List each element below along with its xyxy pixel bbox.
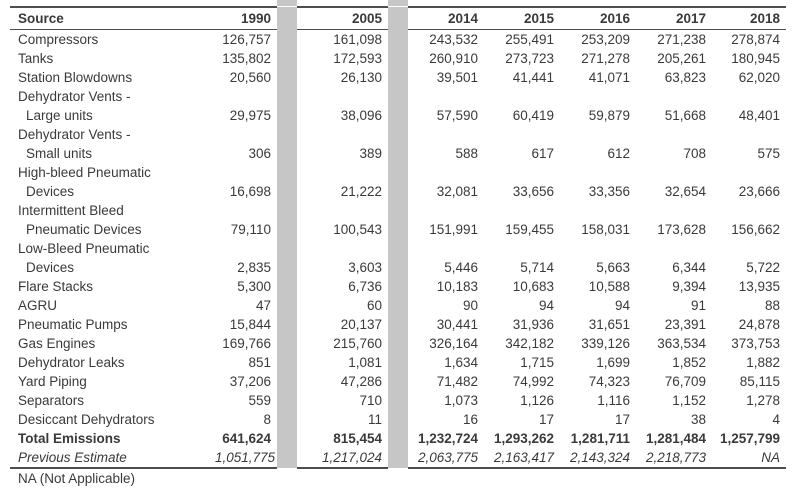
value-cell: 62,020 [738,70,780,85]
value-cell: 1,882 [746,355,780,370]
column-header-2015: 2015 [484,7,560,30]
source-cell: Pneumatic Pumps [18,317,128,332]
value-cell: 5,446 [444,260,478,275]
column-header-2018: 2018 [712,7,786,30]
spacer-cell [388,182,408,201]
table-row [10,144,786,163]
value-cell: 255,491 [505,32,554,47]
value-cell: 47,286 [340,374,382,389]
value-cell: 59,879 [588,108,630,123]
value-cell: 373,753 [731,336,780,351]
table-row [10,239,786,258]
value-cell: 1,126 [520,393,554,408]
value-cell [215,163,277,182]
table-row [10,68,786,87]
spacer-cell [388,144,408,163]
column-header-2005: 2005 [297,7,388,30]
spacer-column [277,7,297,30]
column-header-2016: 2016 [560,7,636,30]
spacer-cell [277,87,297,106]
value-cell: 91 [690,298,706,313]
spacer-cell [388,87,408,106]
source-cell: Devices [26,260,75,275]
spacer-cell [277,391,297,410]
source-cell: High-bleed Pneumatic [18,165,151,180]
table-footnote: NA (Not Applicable) [18,471,136,486]
source-cell: Tanks [18,51,54,66]
value-cell: 1,152 [672,393,706,408]
table-row [10,391,786,410]
spacer-cell [277,277,297,296]
table-row [10,429,786,448]
value-cell: 588 [455,146,478,161]
value-cell: 260,910 [429,51,478,66]
value-cell: 2,218,773 [636,448,712,468]
value-cell: 575 [757,146,780,161]
value-cell: 74,323 [588,374,630,389]
value-cell: 559 [248,393,271,408]
value-cell [560,87,636,106]
value-cell [636,87,712,106]
value-cell: 641,624 [222,431,271,446]
value-cell: 1,051,775 [215,448,277,468]
value-cell [712,163,786,182]
value-cell: 1,715 [520,355,554,370]
value-cell [215,125,277,144]
spacer-cell [388,391,408,410]
source-cell: Compressors [18,32,99,47]
value-cell: 172,593 [333,51,382,66]
value-cell: 253,209 [581,32,630,47]
value-cell [712,87,786,106]
value-cell: 710 [359,393,382,408]
value-cell [484,239,560,258]
value-cell: 5,722 [746,260,780,275]
column-header-2014: 2014 [408,7,484,30]
value-cell: 1,293,262 [493,431,554,446]
spacer-cell [277,68,297,87]
table-row [10,258,786,277]
spacer-column [388,7,408,30]
spacer-cell [388,220,408,239]
table-row [10,277,786,296]
value-cell: 1,116 [597,393,630,408]
spacer-cell [388,448,408,468]
spacer-cell [388,277,408,296]
value-cell [297,201,388,220]
value-cell [297,163,388,182]
spacer-cell [277,372,297,391]
value-cell: 271,238 [657,32,706,47]
spacer-cell [277,429,297,448]
source-cell: Previous Estimate [10,448,215,468]
value-cell: 39,501 [436,70,478,85]
value-cell: 1,073 [444,393,478,408]
spacer-cell [277,410,297,429]
value-cell: 33,656 [512,184,554,199]
value-cell: 2,063,775 [408,448,484,468]
value-cell: 271,278 [581,51,630,66]
table-row [10,125,786,144]
value-cell: 9,394 [672,279,706,294]
source-cell: Station Blowdowns [18,70,133,85]
value-cell: 60,419 [512,108,554,123]
value-cell [215,239,277,258]
emissions-table [10,6,786,469]
value-cell: 1,081 [348,355,382,370]
value-cell: 126,757 [222,32,271,47]
value-cell: 205,261 [657,51,706,66]
spacer-cell [277,296,297,315]
value-cell: 1,232,724 [417,431,478,446]
value-cell [408,125,484,144]
value-cell: 1,257,799 [719,431,780,446]
spacer-cell [388,125,408,144]
source-cell: Intermittent Bleed [18,203,124,218]
value-cell: 339,126 [581,336,630,351]
value-cell: 326,164 [429,336,478,351]
value-cell [215,87,277,106]
value-cell: 10,183 [436,279,478,294]
value-cell: 16 [462,412,478,427]
value-cell: 79,110 [230,222,271,237]
value-cell: 5,714 [520,260,554,275]
value-cell: 63,823 [664,70,706,85]
source-cell: Low-Bleed Pneumatic [18,241,150,256]
value-cell: 278,874 [731,32,780,47]
spacer-cell [277,30,297,50]
value-cell [560,201,636,220]
value-cell [408,239,484,258]
value-cell: 31,651 [588,317,630,332]
value-cell: 815,454 [333,431,382,446]
value-cell: 10,683 [512,279,554,294]
value-cell: 88 [764,298,780,313]
spacer-cell [388,334,408,353]
spacer-cell [388,68,408,87]
spacer-cell [277,448,297,468]
spacer-cell [388,30,408,50]
spacer-cell [277,334,297,353]
value-cell: 3,603 [348,260,382,275]
column-header-1990: 1990 [215,7,277,30]
value-cell: 1,281,711 [570,431,630,446]
spacer-cell [388,372,408,391]
source-cell: Large units [26,108,93,123]
spacer-cell [388,163,408,182]
value-cell [636,201,712,220]
value-cell: 20,560 [229,70,271,85]
value-cell: 94 [538,298,554,313]
value-cell: 31,936 [512,317,554,332]
table-row [10,448,786,468]
source-cell: Small units [26,146,93,161]
value-cell: 363,534 [657,336,706,351]
value-cell [560,239,636,258]
value-cell: 5,663 [596,260,630,275]
value-cell: 708 [683,146,706,161]
value-cell: 158,031 [581,222,630,237]
source-cell: Pneumatic Devices [26,222,142,237]
value-cell [636,125,712,144]
value-cell [408,163,484,182]
table-row [10,220,786,239]
spacer-column-stub-1 [277,0,297,6]
value-cell: 32,654 [664,184,706,199]
value-cell: 180,945 [731,51,780,66]
value-cell: 2,835 [237,260,271,275]
value-cell: 11 [367,412,382,427]
value-cell: 23,391 [664,317,706,332]
value-cell [636,239,712,258]
value-cell: 13,935 [738,279,780,294]
source-cell: Flare Stacks [18,279,94,294]
source-cell: Total Emissions [18,431,121,446]
value-cell: 71,482 [436,374,478,389]
value-cell: 8 [263,412,271,427]
value-cell: 90 [462,298,478,313]
value-cell: 23,666 [738,184,780,199]
table-row [10,49,786,68]
spacer-cell [277,353,297,372]
table-row [10,353,786,372]
value-cell: 6,736 [348,279,382,294]
spacer-cell [277,144,297,163]
value-cell [636,163,712,182]
spacer-cell [388,258,408,277]
table-row [10,410,786,429]
value-cell: 1,281,484 [645,431,706,446]
value-cell: 617 [531,146,554,161]
spacer-cell [388,315,408,334]
value-cell: 389 [359,146,382,161]
table-row [10,87,786,106]
value-cell: 17 [614,412,630,427]
value-cell: 10,588 [588,279,630,294]
value-cell [215,201,277,220]
value-cell: 135,802 [222,51,271,66]
spacer-cell [277,258,297,277]
value-cell: 151,991 [429,222,478,237]
value-cell: 26,130 [340,70,382,85]
value-cell [297,87,388,106]
value-cell: 33,356 [588,184,630,199]
spacer-cell [388,49,408,68]
value-cell: 1,217,024 [297,448,388,468]
spacer-cell [388,106,408,125]
value-cell: 173,628 [657,222,706,237]
source-cell: Desiccant Dehydrators [18,412,155,427]
spacer-cell [277,182,297,201]
value-cell: 60 [366,298,382,313]
value-cell: 161,098 [333,32,382,47]
value-cell [560,125,636,144]
value-cell: 342,182 [505,336,554,351]
value-cell: 1,699 [596,355,630,370]
source-cell: Separators [18,393,85,408]
value-cell [297,125,388,144]
value-cell: 1,278 [746,393,780,408]
table-row [10,30,786,50]
source-cell: Dehydrator Vents - [18,127,131,142]
value-cell: 85,115 [739,374,780,389]
spacer-cell [388,201,408,220]
value-cell: 1,634 [444,355,478,370]
table-row [10,296,786,315]
value-cell: 2,143,324 [560,448,636,468]
value-cell: 1,852 [672,355,706,370]
source-cell: Devices [26,184,75,199]
value-cell [712,201,786,220]
table-row [10,106,786,125]
value-cell: 57,590 [436,108,478,123]
value-cell [484,163,560,182]
value-cell: 41,441 [512,70,554,85]
table-row [10,163,786,182]
value-cell [712,239,786,258]
value-cell: 41,071 [588,70,630,85]
table-row [10,201,786,220]
value-cell: 38 [690,412,706,427]
spacer-cell [277,315,297,334]
source-cell: Gas Engines [18,336,96,351]
value-cell: 30,441 [436,317,478,332]
value-cell: 306 [248,146,271,161]
value-cell [408,201,484,220]
spacer-cell [277,106,297,125]
value-cell [484,201,560,220]
value-cell: NA [712,448,786,468]
source-cell: AGRU [18,298,58,313]
spacer-cell [388,296,408,315]
value-cell: 48,401 [738,108,780,123]
value-cell [560,163,636,182]
source-cell: Yard Piping [18,374,87,389]
value-cell: 16,698 [229,184,271,199]
source-cell: Dehydrator Leaks [18,355,125,370]
value-cell [484,125,560,144]
spacer-cell [388,353,408,372]
spacer-cell [277,163,297,182]
value-cell: 243,532 [429,32,478,47]
spacer-cell [277,125,297,144]
value-cell: 4 [772,412,780,427]
table-row [10,372,786,391]
column-header-2017: 2017 [636,7,712,30]
spacer-cell [388,429,408,448]
value-cell: 32,081 [436,184,478,199]
spacer-cell [277,239,297,258]
value-cell: 100,543 [333,222,382,237]
spacer-cell [388,239,408,258]
value-cell: 21,222 [340,184,382,199]
value-cell [297,239,388,258]
value-cell: 851 [248,355,271,370]
table-row [10,315,786,334]
table-row [10,182,786,201]
value-cell: 76,709 [664,374,706,389]
spacer-column-stub-2 [388,0,408,6]
value-cell [484,87,560,106]
column-header-source: Source [10,7,215,30]
emissions-data-table [10,6,786,469]
spacer-cell [277,49,297,68]
value-cell: 38,096 [340,108,382,123]
header-row [10,7,786,30]
value-cell: 6,344 [672,260,706,275]
value-cell: 24,878 [738,317,780,332]
value-cell: 273,723 [505,51,554,66]
spacer-cell [277,220,297,239]
value-cell: 29,975 [229,108,271,123]
value-cell: 169,766 [222,336,271,351]
value-cell: 215,760 [333,336,382,351]
value-cell: 156,662 [731,222,780,237]
value-cell: 74,992 [512,374,554,389]
spacer-cell [277,201,297,220]
value-cell: 17 [538,412,554,427]
value-cell: 94 [614,298,630,313]
value-cell: 51,668 [664,108,706,123]
source-cell: Dehydrator Vents - [18,89,131,104]
value-cell: 612 [607,146,630,161]
value-cell: 5,300 [237,279,271,294]
value-cell: 159,455 [505,222,554,237]
value-cell [408,87,484,106]
spacer-cell [388,410,408,429]
table-row [10,334,786,353]
value-cell: 2,163,417 [484,448,560,468]
value-cell [712,125,786,144]
value-cell: 20,137 [340,317,382,332]
value-cell: 15,844 [229,317,271,332]
value-cell: 37,206 [229,374,271,389]
value-cell: 47 [255,298,271,313]
